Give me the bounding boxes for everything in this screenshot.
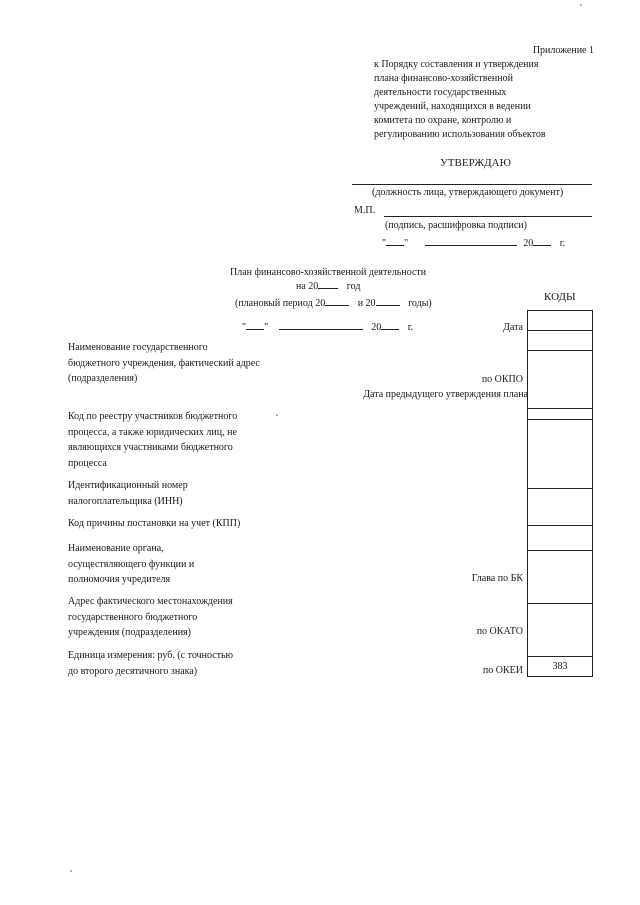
label-prev-date: Дата предыдущего утверждения плана — [363, 389, 528, 400]
code-cell-prev-date — [528, 409, 593, 420]
code-cell-glava-bk — [528, 551, 593, 604]
position-line — [352, 184, 592, 185]
annex-line: регулированию использования объектов — [374, 129, 546, 140]
position-caption: (должность лица, утверждающего документ) — [372, 187, 564, 198]
approval-heading: УТВЕРЖДАЮ — [440, 157, 511, 169]
codes-table — [527, 310, 593, 677]
field-unit: Единица измерения: руб. (с точностью до второго десятичного знака) — [68, 650, 234, 677]
month-blank — [425, 236, 517, 246]
code-cell-inn — [528, 489, 593, 526]
year-prefix: 20 — [371, 322, 382, 333]
annex-line: учреждений, находящихся в ведении — [374, 101, 531, 112]
plan-year-suffix: год — [346, 281, 361, 292]
code-cell-registry — [528, 420, 593, 489]
scan-speck — [276, 414, 278, 416]
annex-line: к Порядку составления и утверждения — [374, 59, 539, 70]
annex-title: Приложение 1 — [532, 45, 594, 56]
annex-line: деятельности государственных — [374, 87, 507, 98]
period-suffix: годы) — [408, 298, 432, 309]
code-cell-okpo — [528, 351, 593, 409]
year-blank — [381, 320, 399, 330]
plan-period — [235, 296, 432, 311]
plan-title: План финансово-хозяйственной деятельности — [230, 267, 427, 278]
quote: " — [264, 322, 269, 333]
field-kpp: Код причины постановки на учет (КПП) — [68, 518, 241, 529]
approval-date — [382, 236, 565, 249]
field-inn: Идентификационный номер налогоплательщика (ИНН) — [68, 480, 188, 507]
scan-speck — [580, 4, 582, 6]
code-cell-okei: 383 — [528, 657, 593, 677]
label-okato: по ОКАТО — [476, 626, 523, 637]
quote: " — [242, 322, 247, 333]
quote: " — [404, 238, 409, 249]
plan-year-blank — [318, 279, 338, 289]
mp-label: М.П. — [354, 205, 376, 216]
code-cell-form — [528, 311, 593, 331]
day-blank — [246, 320, 264, 330]
period-blank-2 — [376, 296, 400, 306]
field-institution-name: Наименование государственного бюджетного учреждения, фактический адрес (подразделения) — [68, 342, 260, 384]
signature-caption: (подпись, расшифровка подписи) — [385, 220, 527, 231]
plan-year-prefix: на 20 — [296, 281, 319, 292]
year-blank — [533, 236, 551, 246]
label-okei: по ОКЕИ — [482, 665, 523, 676]
month-blank — [279, 320, 363, 330]
period-blank-1 — [325, 296, 349, 306]
label-date: Дата — [503, 322, 523, 333]
label-okpo: по ОКПО — [481, 374, 523, 385]
year-suffix: г. — [407, 322, 414, 333]
day-blank — [386, 236, 404, 246]
annex-line: комитета по охране, контролю и — [374, 115, 512, 126]
code-cell-okato — [528, 604, 593, 657]
annex-line: плана финансово-хозяйственной — [374, 73, 513, 84]
annex-block — [374, 44, 594, 142]
year-prefix: 20 — [523, 238, 534, 249]
quote: " — [382, 238, 387, 249]
plan-year — [296, 279, 360, 294]
code-cell-date — [528, 331, 593, 351]
field-founder-authority: Наименование органа, осуществляющего функции и полномочия учредителя — [68, 543, 195, 585]
year-suffix: г. — [559, 238, 566, 249]
label-glava-bk: Глава по БК — [471, 573, 523, 584]
period-middle: и 20 — [357, 298, 376, 309]
field-registry-code: Код по реестру участников бюджетного процесса, а также юридических лиц, не являющихся участниками бюджетного процесса — [68, 411, 238, 469]
code-cell-kpp — [528, 526, 593, 551]
period-prefix: (плановый период 20 — [235, 298, 326, 309]
field-address: Адрес фактического местонахождения государственного бюджетного учреждения (подразделения) — [68, 596, 233, 638]
signature-line — [384, 216, 592, 217]
scan-speck — [70, 870, 72, 872]
plan-date — [242, 320, 413, 333]
codes-title: КОДЫ — [544, 291, 576, 303]
